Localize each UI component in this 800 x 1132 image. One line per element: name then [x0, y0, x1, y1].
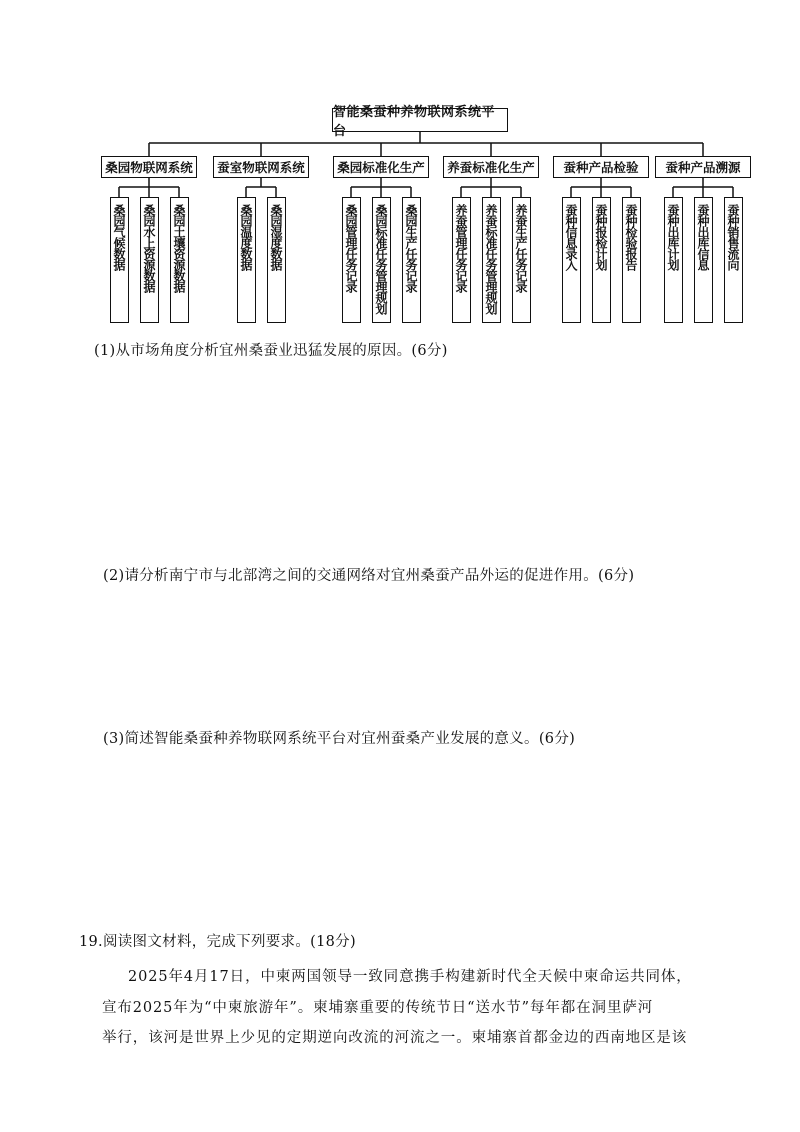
leaf-box: 桑园气候数据	[110, 197, 129, 323]
leaf-box: 桑园标准任务管理规划	[372, 197, 391, 323]
leaf-box: 桑园土壤资源数据	[170, 197, 189, 323]
leaf-box: 蚕种信息录入	[562, 197, 581, 323]
leaf-box: 桑园生产任务记录	[402, 197, 421, 323]
leaf-box: 蚕种报检计划	[592, 197, 611, 323]
material-line-1: 2025年4月17日，中柬两国领导一致同意携手构建新时代全天候中柬命运共同体，	[128, 969, 692, 985]
leaf-box: 蚕种出库信息	[694, 197, 713, 323]
root-box: 智能桑蚕种养物联网系统平台	[332, 108, 508, 132]
leaf-box: 桑园管理任务记录	[342, 197, 361, 323]
org-chart	[0, 0, 800, 340]
category-box: 养蚕标准化生产	[443, 156, 539, 178]
leaf-box: 桑园温度数据	[237, 197, 256, 323]
leaf-box: 蚕种检验报告	[622, 197, 641, 323]
category-box: 蚕室物联网系统	[213, 156, 309, 178]
leaf-box: 养蚕管理任务记录	[452, 197, 471, 323]
category-box: 桑园标准化生产	[333, 156, 429, 178]
category-box: 蚕种产品检验	[553, 156, 649, 178]
question-1: (1)从市场角度分析宜州桑蚕业迅猛发展的原因。(6分)	[94, 343, 448, 359]
category-box: 桑园物联网系统	[101, 156, 197, 178]
question-19-heading: 19.阅读图文材料，完成下列要求。(18分)	[79, 934, 356, 950]
leaf-box: 养蚕标准任务管理规划	[482, 197, 501, 323]
leaf-box: 桑园湿度数据	[267, 197, 286, 323]
material-line-2: 宣布2025年为“中柬旅游年”。柬埔寨重要的传统节日“送水节”每年都在洞里萨河	[102, 1000, 654, 1016]
question-2: (2)请分析南宁市与北部湾之间的交通网络对宜州桑蚕产品外运的促进作用。(6分)	[103, 568, 635, 584]
leaf-box: 蚕种销售流向	[724, 197, 743, 323]
question-3: (3)简述智能桑蚕种养物联网系统平台对宜州蚕桑产业发展的意义。(6分)	[103, 731, 576, 747]
category-box: 蚕种产品溯源	[655, 156, 751, 178]
leaf-box: 养蚕生产任务记录	[512, 197, 531, 323]
leaf-box: 桑园水上资源数据	[140, 197, 159, 323]
leaf-box: 蚕种出库计划	[664, 197, 683, 323]
material-line-3: 举行，该河是世界上少见的定期逆向改流的河流之一。柬埔寨首都金边的西南地区是该	[102, 1030, 688, 1046]
